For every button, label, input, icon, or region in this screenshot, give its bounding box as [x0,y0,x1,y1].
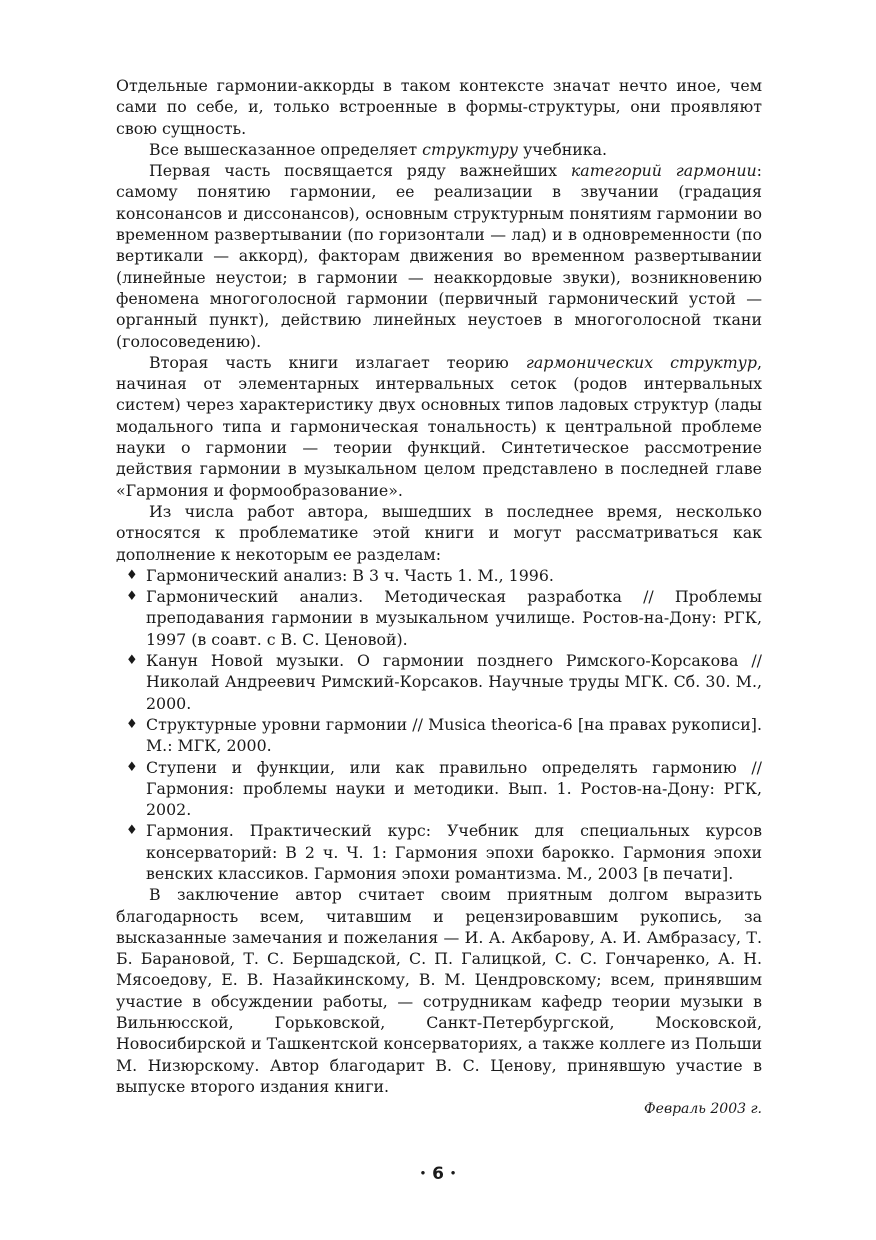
diamond-bullet-icon: ♦ [126,567,138,583]
list-item: ♦ Гармония. Практический курс: Учебник для специальных курсов консерваторий: В 2 ч. Ч. 1: Гармония эпохи барокко. Гармония эпохи венских классиков. Гармония эпохи романтизма. М., 2003 [в печати]. [126,821,762,883]
paragraph-intro: Отдельные гармонии-аккорды в таком контексте значат нечто иное, чем сами по себе, и, только встроенные в формы-структуры, они проявляют свою сущность. [116,76,762,138]
emphasis-structure: структуру [422,139,519,159]
list-item: ♦ Структурные уровни гармонии // Musica theorica-6 [на правах рукописи]. М.: МГК, 2000. [126,714,762,756]
diamond-bullet-icon: ♦ [126,589,138,605]
signature-date: Февраль 2003 г. [644,1101,762,1118]
paragraph-structure: Все вышесказанное определяет структуру учебника. [149,139,608,159]
diamond-bullet-icon: ♦ [126,759,138,775]
list-item: ♦ Гармонический анализ. Методическая разработка // Проблемы преподавания гармонии в музыкальном училище. Ростов-на-Дону: РГК, 1997 (в соавт. с В. С. Ценовой). [126,587,762,649]
diamond-bullet-icon: ♦ [126,823,138,839]
references-list [116,565,762,884]
page-body [116,75,762,1121]
paragraph-part-one: Первая часть посвящается ряду важнейших категорий гармонии: самому понятию гармонии, ее реализации в звучании (градация консонансов и диссонансов), основным структурным понятиям гармонии во временном развертывании (по горизонтали — лад) и в одновременности (по вертикали — аккорд), факторам движения во временном развертывании (линейные неустои; в гармонии — неаккордовые звуки), возникновению феномена многоголосной гармонии (первичный гармонический устой — органный пункт), действию линейных неустоев в многоголосной ткани (голосоведению). [116,161,762,351]
page-number-value: 6 [432,1164,444,1184]
dot-icon: • [419,1168,427,1180]
paragraph-works-intro: Из числа работ автора, вышедших в последнее время, несколько относятся к проблематике этой книги и могут рассматриваться как дополнение к некоторым ее разделам: [116,501,762,564]
dot-icon: • [449,1168,457,1180]
page-number [0,1164,876,1184]
diamond-bullet-icon: ♦ [126,716,138,732]
diamond-bullet-icon: ♦ [126,653,138,669]
emphasis-harmony-categories: категорий гармонии [570,161,757,181]
paragraph-acknowledgements: В заключение автор считает своим приятным долгом выразить благодарность всем, читавшим и рецензировавшим рукопись, за высказанные замечания и пожелания — И. А. Акбарову, А. И. Амбразасу, Т. Б. Барановой, Т. С. Бершадской, С. П. Галицкой, С. С. Гончаренко, А. Н. Мясоедову, Е. В. Назайкинскому, В. М. Цендровскому; всем, принявшим участие в обсуждении работы, — сотрудникам кафедр теории музыки в Вильнюсской, Горьковской, Санкт-Петербургской, Московской, Новосибирской и Ташкентской консерваториях, а также коллеге из Польши М. Низюрскому. Автор благодарит В. С. Ценову, принявшую участие в выпуске второго издания книги. [116,885,762,1096]
list-item: ♦ Ступени и функции, или как правильно определять гармонию // Гармония: проблемы науки и методики. Вып. 1. Ростов-на-Дону: РГК, 2002. [126,757,762,820]
list-item: ♦ Канун Новой музыки. О гармонии позднего Римского-Корсакова // Николай Андреевич Римский-Корсаков. Научные труды МГК. Сб. 30. М., 2000. [126,651,762,713]
paragraph-part-two: Вторая часть книги излагает теорию гармонических структур, начиная от элементарных интервальных сеток (родов интервальных систем) через характеристику двух основных типов ладовых структур (лады модального типа и гармоническая тональность) к центральной проблеме науки о гармонии — теории функций. Синтетическое рассмотрение действия гармонии в музыкальном целом представлено в последней главе «Гармония и формообразование». [116,352,762,500]
emphasis-harmonic-structures: гармонических структур [525,352,757,372]
list-item: ♦ Гармонический анализ: В 3 ч. Часть 1. М., 1996. [126,565,554,585]
